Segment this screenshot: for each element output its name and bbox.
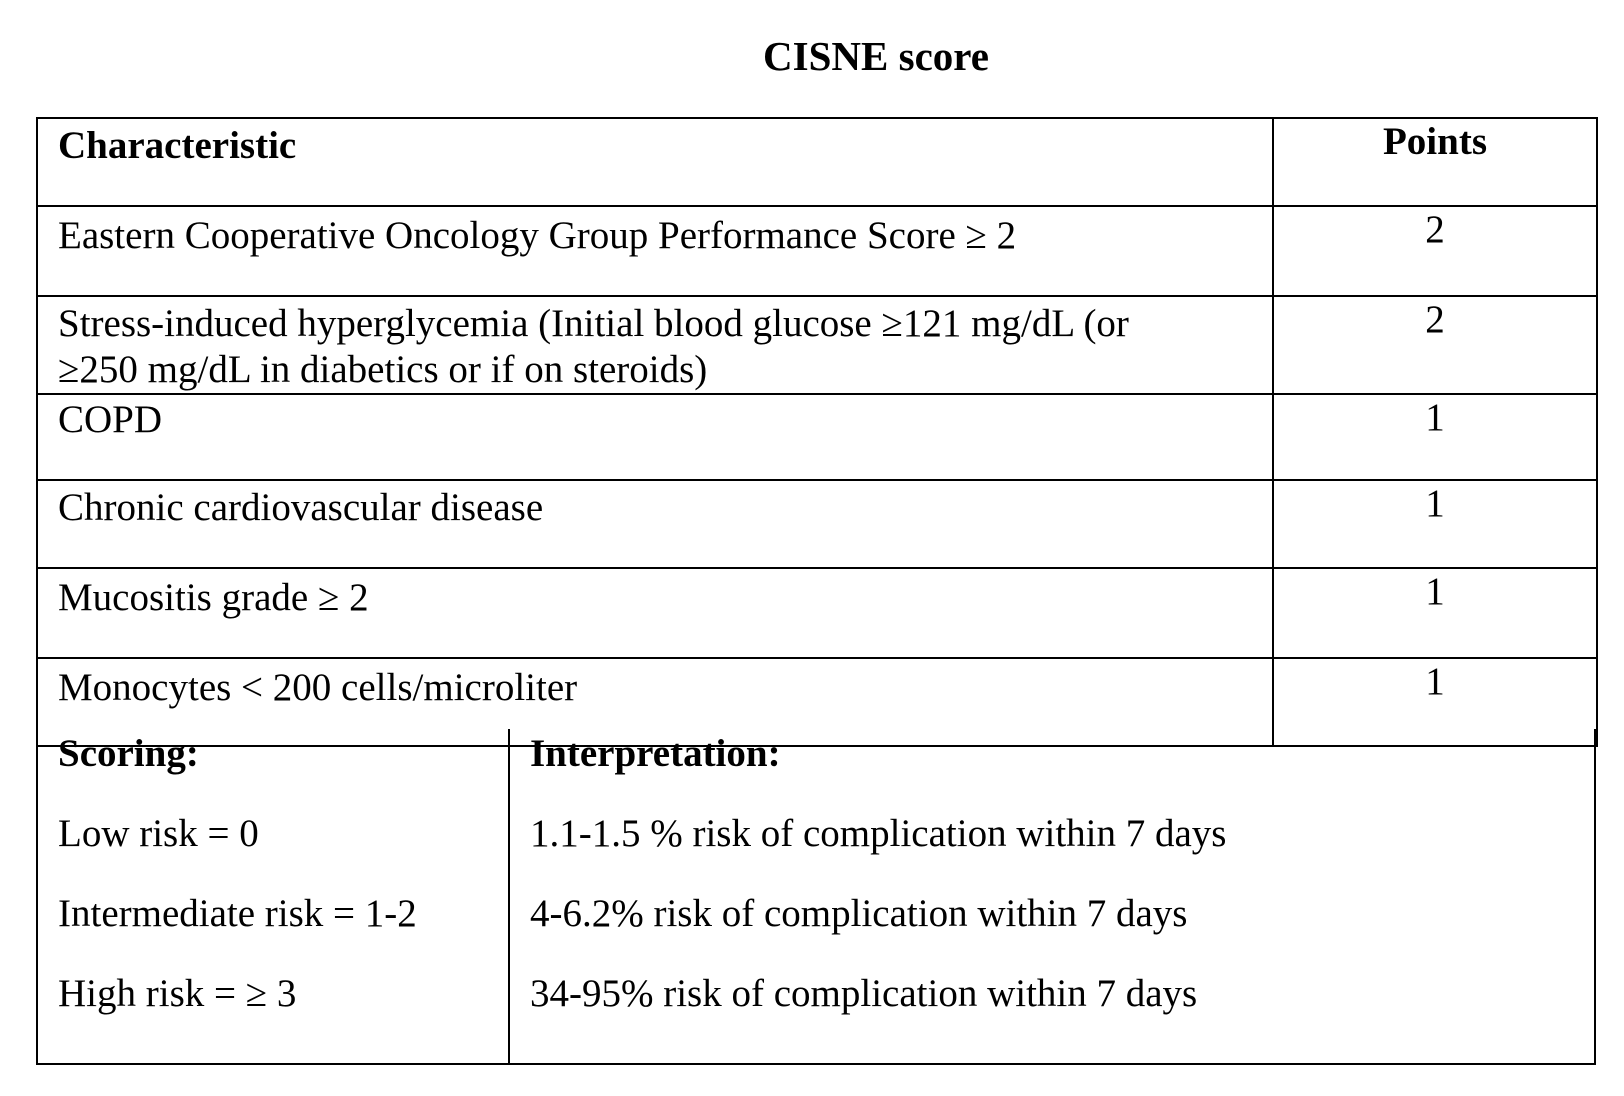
row-characteristic: Mucositis grade ≥ 2 xyxy=(37,568,1273,658)
table-row xyxy=(37,480,1597,568)
table-row xyxy=(37,206,1597,296)
row-points: 1 xyxy=(1273,394,1597,480)
scoring-item: High risk = ≥ 3 xyxy=(58,972,297,1015)
row-characteristic: COPD xyxy=(37,394,1273,480)
row-characteristic-line: Stress-induced hyperglycemia (Initial blood glucose ≥121 mg/dL (or xyxy=(58,302,1129,345)
cisne-criteria-table xyxy=(36,117,1598,747)
scoring-item: Intermediate risk = 1-2 xyxy=(58,892,417,935)
scoring-heading: Scoring: xyxy=(58,732,199,775)
row-characteristic xyxy=(37,296,1273,394)
scoring-item: Low risk = 0 xyxy=(58,812,259,855)
table-row xyxy=(37,296,1597,394)
table-row xyxy=(37,568,1597,658)
row-points: 2 xyxy=(1273,206,1597,296)
interpretation-item: 1.1-1.5 % risk of complication within 7 days xyxy=(530,812,1227,855)
header-points: Points xyxy=(1273,118,1597,206)
document-title: CISNE score xyxy=(763,33,989,79)
scoring-interpretation-box xyxy=(36,729,1596,1065)
row-points: 1 xyxy=(1273,658,1597,746)
table-header-row xyxy=(37,118,1597,206)
interpretation-heading: Interpretation: xyxy=(530,732,781,775)
row-points: 1 xyxy=(1273,480,1597,568)
row-points: 2 xyxy=(1273,296,1597,394)
row-characteristic: Chronic cardiovascular disease xyxy=(37,480,1273,568)
column-divider xyxy=(508,729,510,1063)
header-characteristic: Characteristic xyxy=(37,118,1273,206)
row-points: 1 xyxy=(1273,568,1597,658)
row-characteristic: Eastern Cooperative Oncology Group Performance Score ≥ 2 xyxy=(37,206,1273,296)
table-row xyxy=(37,394,1597,480)
row-characteristic: Monocytes < 200 cells/microliter xyxy=(37,658,1273,746)
interpretation-item: 34-95% risk of complication within 7 days xyxy=(530,972,1198,1015)
interpretation-item: 4-6.2% risk of complication within 7 days xyxy=(530,892,1188,935)
row-characteristic-line: ≥250 mg/dL in diabetics or if on steroids) xyxy=(58,348,708,391)
